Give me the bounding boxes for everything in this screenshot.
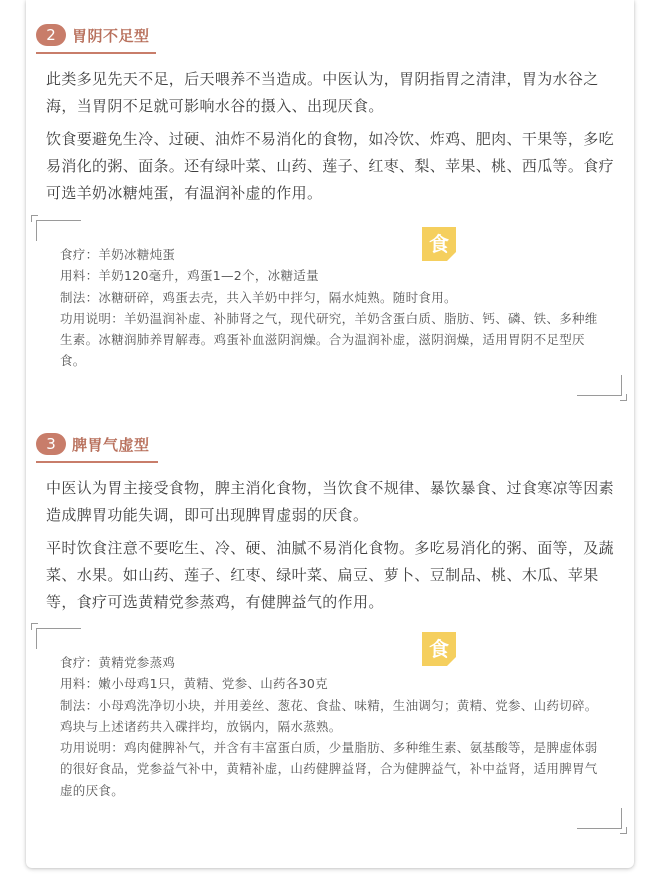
section-paragraph: 中医认为胃主接受食物，脾主消化食物，当饮食不规律、暴饮暴食、过食寒凉等因素造成脾胃功能失调，即可出现脾胃虚弱的厌食。 xyxy=(46,479,614,524)
section-paragraph: 平时饮食注意不要吃生、冷、硬、油腻不易消化食物。多吃易消化的粥、面等，及蔬菜、水果。如山药、莲子、红枣、绿叶菜、扁豆、萝卜、豆制品、桃、木瓜、苹果等，食疗可选黄精党参蒸鸡，有健脾益气的作用。 xyxy=(46,539,614,611)
section-underline xyxy=(36,52,156,54)
corner-bracket-bottom-right xyxy=(577,375,622,396)
section-title: 胃阴不足型 xyxy=(72,26,150,45)
recipe-text xyxy=(60,244,602,372)
recipe-box-chicken xyxy=(36,628,622,832)
recipe-ingredients: 用料：羊奶120毫升，鸡蛋1—2个，冰糖适量 xyxy=(60,268,319,284)
food-badge-icon: 食 xyxy=(422,227,456,261)
recipe-text xyxy=(60,652,602,801)
section-paragraph: 此类多见先天不足，后天喂养不当造成。中医认为，胃阴指胃之清津，胃为水谷之海，当胃阴不足就可影响水谷的摄入、出现厌食。 xyxy=(46,70,599,115)
section-underline xyxy=(36,461,158,463)
recipe-ingredients: 用料：嫩小母鸡1只，黄精、党参、山药各30克 xyxy=(60,676,328,692)
corner-bracket-top-left xyxy=(36,628,81,649)
corner-bracket-bottom-right xyxy=(577,808,622,829)
recipe-box-goat-milk xyxy=(36,220,622,400)
article-card xyxy=(26,0,634,868)
section-header-stomach-yin xyxy=(36,22,150,48)
recipe-function: 功用说明：羊奶温润补虚、补肺肾之气，现代研究，羊奶含蛋白质、脂肪、钙、磷、铁、多种维生素。冰糖润肺养胃解毒。鸡蛋补血滋阴润燥。合为温润补虚，滋阴润燥，适用胃阴不足型厌食。 xyxy=(60,310,598,369)
recipe-name: 食疗：羊奶冰糖炖蛋 xyxy=(60,247,176,262)
section-paragraph: 饮食要避免生冷、过硬、油炸不易消化的食物，如冷饮、炸鸡、肥肉、干果等，多吃易消化的粥、面条。还有绿叶菜、山药、莲子、红枣、梨、苹果、桃、西瓜等。食疗可选羊奶冰糖炖蛋，有温润补虚的作用。 xyxy=(46,130,614,202)
section-header-spleen-qi xyxy=(36,431,150,457)
recipe-name: 食疗：黄精党参蒸鸡 xyxy=(60,655,176,670)
recipe-method: 制法：小母鸡洗净切小块，并用姜丝、葱花、食盐、味精，生油调匀；黄精、党参、山药切碎。鸡块与上述诸药共入碟拌均，放锅内，隔水蒸熟。 xyxy=(60,697,598,734)
section-number-badge: 2 xyxy=(36,24,66,46)
recipe-method: 制法：冰糖研碎，鸡蛋去壳，共入羊奶中拌匀，隔水炖熟。随时食用。 xyxy=(60,289,457,305)
corner-bracket-top-left xyxy=(36,220,81,241)
section-title: 脾胃气虚型 xyxy=(72,435,150,454)
section-number-badge: 3 xyxy=(36,433,66,455)
recipe-function: 功用说明：鸡肉健脾补气，并含有丰富蛋白质，少量脂肪、多种维生素、氨基酸等，是脾虚体弱的很好食品，党参益气补中，黄精补虚，山药健脾益肾，合为健脾益气，补中益肾，适用脾胃气虚的厌食。 xyxy=(60,740,598,798)
food-badge-icon: 食 xyxy=(422,632,456,666)
